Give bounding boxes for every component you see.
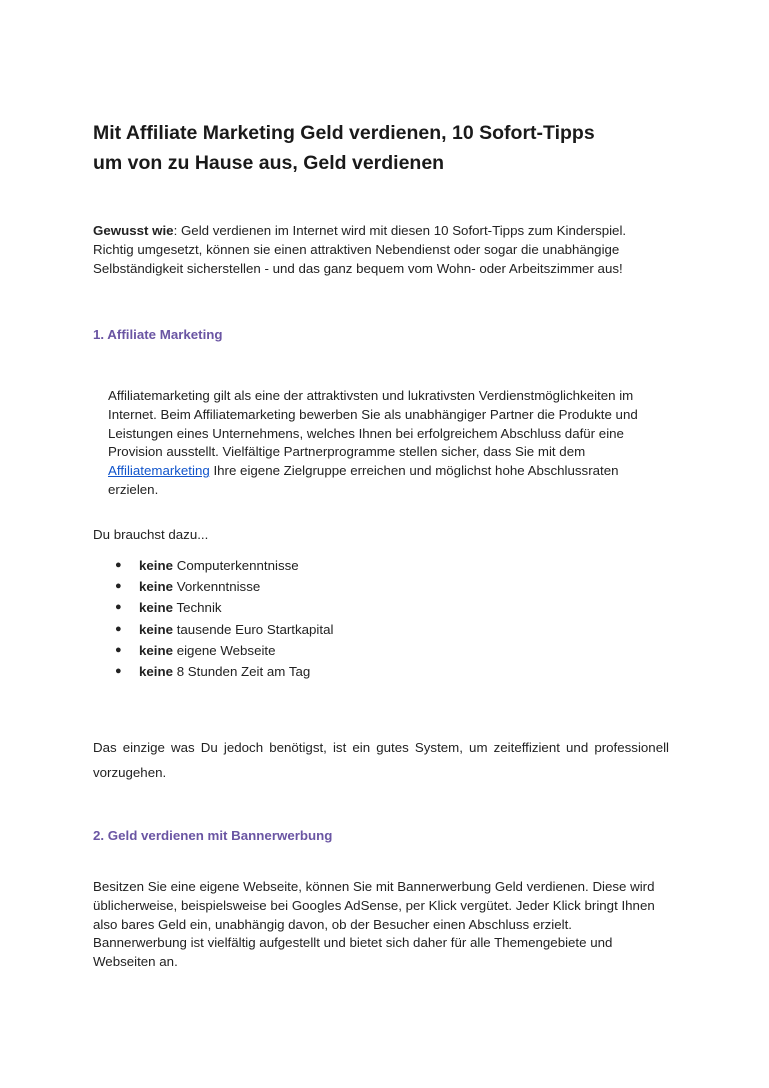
section-heading-bannerwerbung: 2. Geld verdienen mit Bannerwerbung xyxy=(93,828,333,843)
affiliate-line-2: Internet. Beim Affiliatemarketing bewerben Sie als unabhängiger Partner die Produkte und xyxy=(108,406,638,422)
bullet-icon: ● xyxy=(115,559,122,571)
list-item-text: Computerkenntnisse xyxy=(173,558,299,573)
affiliatemarketing-link[interactable]: Affiliatemarketing xyxy=(108,463,210,479)
list-item-bold: keine xyxy=(139,558,174,573)
title-line-1: Mit Affiliate Marketing Geld verdienen, 10 Sofort-Tipps xyxy=(93,122,595,144)
section-heading-affiliate: 1. Affiliate Marketing xyxy=(93,327,223,342)
requirements-list xyxy=(93,555,593,682)
bullet-icon: ● xyxy=(115,580,122,593)
affiliate-line-1: Affiliatemarketing gilt als eine der attraktivsten und lukrativsten Verdienstmöglichkeiten im xyxy=(108,388,634,403)
banner-line-5: Webseiten an. xyxy=(93,954,178,970)
intro-bold-lead: Gewusst wie xyxy=(93,223,174,238)
affiliate-line-4: Provision ausstellt. Vielfältige Partnerprogramme stellen sicher, dass Sie mit dem xyxy=(108,444,586,460)
banner-line-3: also bares Geld ein, unabhängig davon, ob der Besucher einen Abschluss erzielt. xyxy=(93,916,572,932)
banner-line-2: üblicherweise, beispielsweise bei Googles AdSense, per Klick vergütet. Jeder Klick bringt Ihnen xyxy=(93,897,655,913)
bullet-icon: ● xyxy=(115,643,122,656)
intro-line-1: : Geld verdienen im Internet wird mit diesen 10 Sofort-Tipps zum Kinderspiel. xyxy=(173,223,627,238)
list-item xyxy=(93,555,593,576)
title-line-2: um von zu Hause aus, Geld verdienen xyxy=(93,152,445,174)
list-item xyxy=(93,619,593,640)
list-item-bold: keine xyxy=(139,600,174,616)
list-item-text: Vorkenntnisse xyxy=(173,579,261,595)
banner-line-4: Bannerwerbung ist vielfältig aufgestellt und bietet sich daher für alle Themengebiete und xyxy=(93,935,613,951)
affiliate-line-6: erzielen. xyxy=(108,481,159,497)
affiliate-line-3: Leistungen eines Unternehmens, welches Ihnen bei erfolgreichem Abschluss dafür eine xyxy=(108,425,624,441)
list-item xyxy=(93,640,593,661)
list-item-bold: keine xyxy=(139,642,174,658)
list-item-text: Technik xyxy=(173,600,222,616)
list-item-bold: keine xyxy=(139,621,174,637)
list-item-text: 8 Stunden Zeit am Tag xyxy=(173,663,311,679)
list-item-bold: keine xyxy=(139,579,174,595)
list-item xyxy=(93,661,593,682)
banner-line-1: Besitzen Sie eine eigene Webseite, können Sie mit Bannerwerbung Geld verdienen. Diese wird xyxy=(93,879,655,894)
affiliate-line-5: Ihre eigene Zielgruppe erreichen und möglichst hohe Abschlussraten xyxy=(209,463,619,479)
system-paragraph: Das einzige was Du jedoch benötigst, ist ein gutes System, um zeiteffizient und professionell vorzugehen. xyxy=(93,740,669,780)
list-item-text: eigene Webseite xyxy=(173,642,276,658)
intro-paragraph xyxy=(93,222,693,278)
bannerwerbung-paragraph xyxy=(93,878,693,972)
bullet-icon: ● xyxy=(115,601,122,614)
list-item xyxy=(93,597,593,618)
list-item-text: tausende Euro Startkapital xyxy=(173,621,334,637)
intro-line-2: Richtig umgesetzt, können sie einen attraktiven Nebendienst oder sogar die unabhängige xyxy=(93,241,620,257)
bullet-icon: ● xyxy=(115,664,122,677)
list-item-bold: keine xyxy=(139,663,174,679)
du-brauchst-dazu: Du brauchst dazu... xyxy=(93,527,209,542)
affiliate-paragraph xyxy=(108,387,668,500)
intro-line-3: Selbständigkeit sicherstellen - und das ganz bequem vom Wohn- oder Arbeitszimmer aus! xyxy=(93,260,623,276)
list-item xyxy=(93,576,593,597)
bullet-icon: ● xyxy=(115,622,122,635)
document-title xyxy=(93,118,693,178)
